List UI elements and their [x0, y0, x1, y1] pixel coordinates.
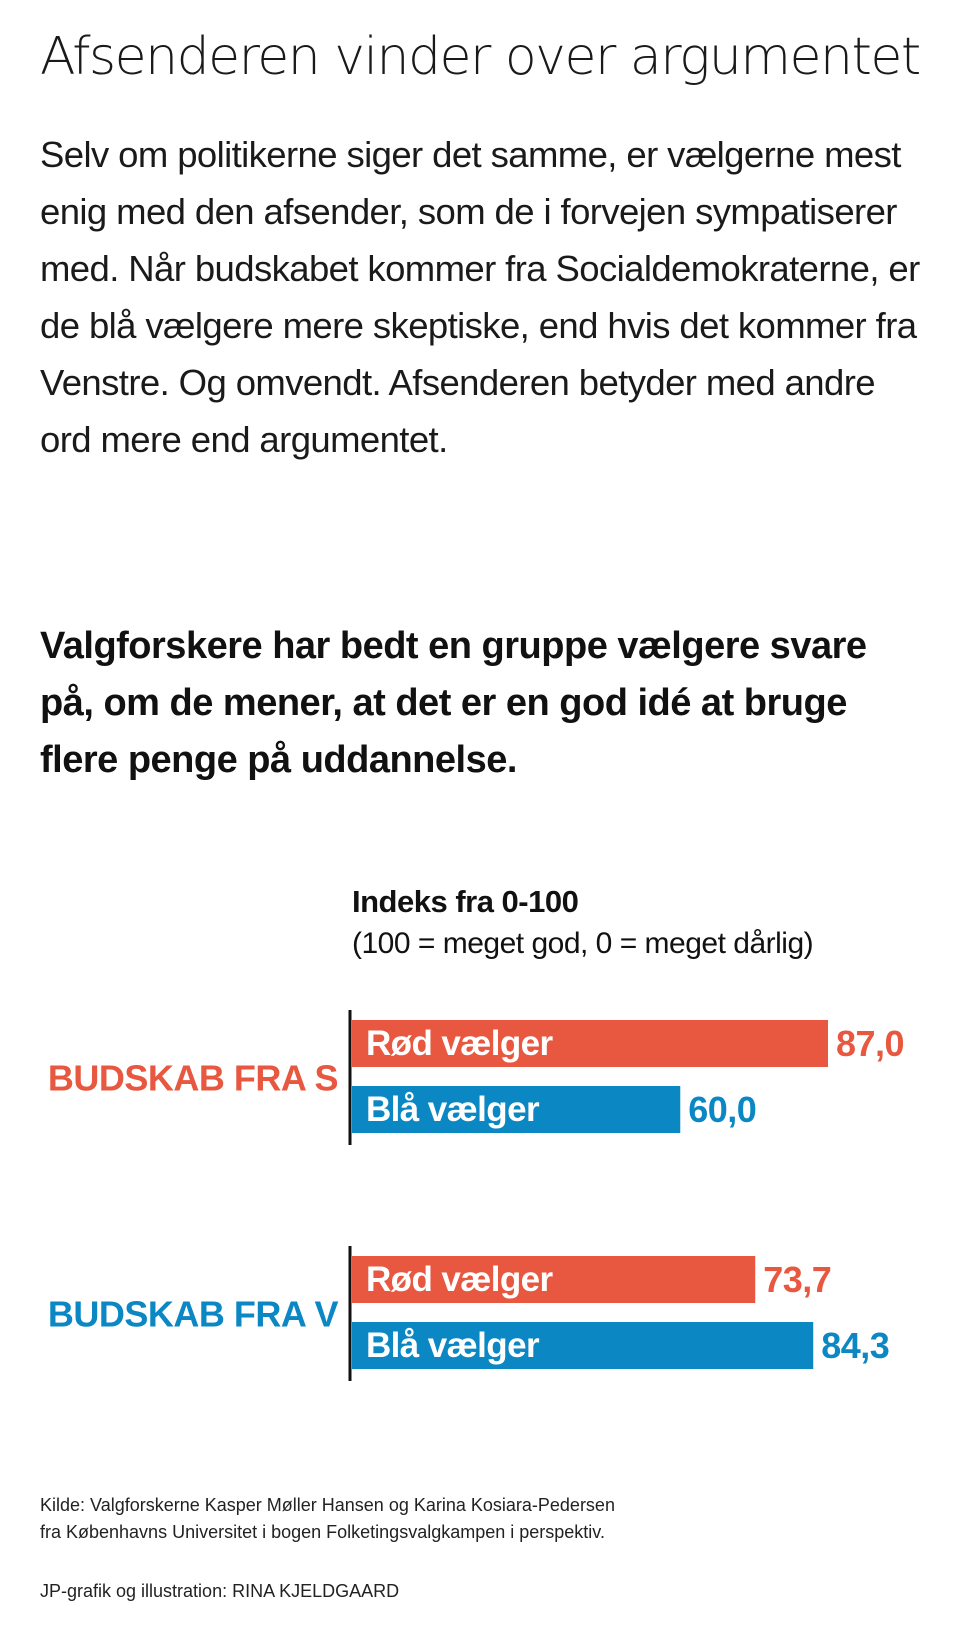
chart-subtitle: (100 = meget god, 0 = meget dårlig) [352, 927, 814, 960]
intro-text: Selv om politikerne siger det samme, er vælgerne mest enig med den afsender, som de i forvejen sympatiserer med. Når budskabet kommer fra Socialdemokraterne, er de blå vælgere mere skeptiske, end hvis det kommer fra Venstre. Og omvendt. Afsenderen betyder med andre ord mere end argumentet. [40, 134, 920, 460]
source-note: Kilde: Valgforskerne Kasper Møller Hansen og Karina Kosiara-Pedersen fra Københavns Universitet i bogen Folketingsvalgkampen i perspektiv. [40, 1495, 615, 1542]
chart-title: Indeks fra 0-100 [352, 884, 579, 919]
bar-series-label: Blå vælger [366, 1326, 539, 1365]
group-label: BUDSKAB FRA S [47, 1057, 338, 1099]
bar-value-label: 73,7 [763, 1259, 832, 1300]
bar-series-label: Blå vælger [366, 1090, 539, 1129]
bar-series-label: Rød vælger [366, 1024, 553, 1063]
bar-value-label: 84,3 [821, 1325, 890, 1366]
bar-value-label: 87,0 [836, 1023, 905, 1064]
survey-question: Valgforskere har bedt en gruppe vælgere svare på, om de mener, at det er en god idé at bruge flere penge på uddannelse. [40, 625, 867, 781]
bar-value-label: 60,0 [688, 1089, 757, 1130]
page-title: Afsenderen vinder over argumentet [40, 27, 920, 87]
group-label: BUDSKAB FRA V [47, 1293, 338, 1335]
bar-series-label: Rød vælger [366, 1260, 553, 1299]
graphic-credit: JP-grafik og illustration: RINA KJELDGAARD [40, 1581, 400, 1601]
